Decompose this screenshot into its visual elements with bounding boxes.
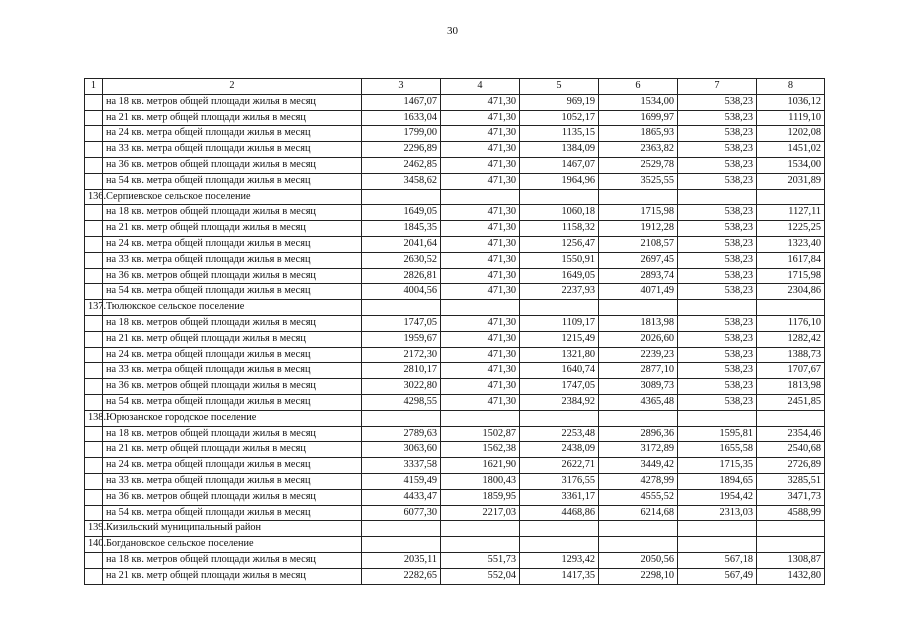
column-header: 8 xyxy=(757,79,825,95)
value-cell: 471,30 xyxy=(441,268,520,284)
row-label: на 18 кв. метров общей площади жилья в месяц xyxy=(103,552,362,568)
row-label: на 54 кв. метра общей площади жилья в месяц xyxy=(103,394,362,410)
value-cell: 1282,42 xyxy=(757,331,825,347)
value-cell: 4365,48 xyxy=(599,394,678,410)
row-index xyxy=(85,473,103,489)
row-label: на 33 кв. метра общей площади жилья в месяц xyxy=(103,142,362,158)
value-cell: 2789,63 xyxy=(362,426,441,442)
row-index xyxy=(85,142,103,158)
value-cell: 1655,58 xyxy=(678,442,757,458)
value-cell: 1800,43 xyxy=(441,473,520,489)
section-row xyxy=(85,410,825,426)
value-cell: 3172,89 xyxy=(599,442,678,458)
section-row xyxy=(85,300,825,316)
value-cell xyxy=(362,410,441,426)
value-cell: 471,30 xyxy=(441,252,520,268)
row-label: на 54 кв. метра общей площади жилья в месяц xyxy=(103,173,362,189)
value-cell: 2313,03 xyxy=(678,505,757,521)
value-cell xyxy=(599,189,678,205)
value-cell: 2451,85 xyxy=(757,394,825,410)
value-cell xyxy=(678,300,757,316)
value-cell: 2810,17 xyxy=(362,363,441,379)
row-label: на 36 кв. метров общей площади жилья в месяц xyxy=(103,268,362,284)
value-cell: 538,23 xyxy=(678,157,757,173)
value-cell: 969,19 xyxy=(520,94,599,110)
row-index xyxy=(85,126,103,142)
value-cell: 2304,86 xyxy=(757,284,825,300)
value-cell: 2697,45 xyxy=(599,252,678,268)
value-cell: 2237,93 xyxy=(520,284,599,300)
row-index xyxy=(85,489,103,505)
value-cell: 2035,11 xyxy=(362,552,441,568)
row-label: на 21 кв. метр общей площади жилья в месяц xyxy=(103,568,362,584)
value-cell: 538,23 xyxy=(678,94,757,110)
value-cell: 1534,00 xyxy=(757,157,825,173)
row-index xyxy=(85,379,103,395)
value-cell: 538,23 xyxy=(678,379,757,395)
value-cell: 2296,89 xyxy=(362,142,441,158)
row-index: 138. xyxy=(85,410,103,426)
value-cell: 567,49 xyxy=(678,568,757,584)
value-cell: 1747,05 xyxy=(362,315,441,331)
value-cell: 552,04 xyxy=(441,568,520,584)
table-row xyxy=(85,221,825,237)
table-row xyxy=(85,157,825,173)
value-cell: 1060,18 xyxy=(520,205,599,221)
row-index xyxy=(85,268,103,284)
value-cell: 1293,42 xyxy=(520,552,599,568)
value-cell: 2031,89 xyxy=(757,173,825,189)
value-cell xyxy=(441,300,520,316)
value-cell: 2108,57 xyxy=(599,236,678,252)
value-cell xyxy=(757,300,825,316)
row-label: на 18 кв. метров общей площади жилья в месяц xyxy=(103,426,362,442)
value-cell xyxy=(599,410,678,426)
value-cell: 1119,10 xyxy=(757,110,825,126)
value-cell: 538,23 xyxy=(678,394,757,410)
value-cell: 1959,67 xyxy=(362,331,441,347)
value-cell: 4555,52 xyxy=(599,489,678,505)
row-index xyxy=(85,394,103,410)
value-cell: 1633,04 xyxy=(362,110,441,126)
value-cell: 538,23 xyxy=(678,236,757,252)
value-cell: 1321,80 xyxy=(520,347,599,363)
value-cell: 1225,25 xyxy=(757,221,825,237)
value-cell: 1715,98 xyxy=(757,268,825,284)
row-index xyxy=(85,331,103,347)
row-index xyxy=(85,284,103,300)
value-cell: 3361,17 xyxy=(520,489,599,505)
value-cell: 3089,73 xyxy=(599,379,678,395)
column-header: 7 xyxy=(678,79,757,95)
table-row xyxy=(85,173,825,189)
value-cell: 471,30 xyxy=(441,221,520,237)
row-index xyxy=(85,252,103,268)
value-cell: 1649,05 xyxy=(520,268,599,284)
value-cell: 1964,96 xyxy=(520,173,599,189)
table-row xyxy=(85,142,825,158)
value-cell: 3063,60 xyxy=(362,442,441,458)
value-cell: 2462,85 xyxy=(362,157,441,173)
value-cell: 1562,38 xyxy=(441,442,520,458)
section-name: Кизильский муниципальный район xyxy=(103,521,362,537)
value-cell: 471,30 xyxy=(441,126,520,142)
value-cell: 3337,58 xyxy=(362,458,441,474)
table-row xyxy=(85,426,825,442)
row-label: на 36 кв. метров общей площади жилья в месяц xyxy=(103,157,362,173)
table-row xyxy=(85,284,825,300)
value-cell: 1715,35 xyxy=(678,458,757,474)
section-row xyxy=(85,537,825,553)
table-row xyxy=(85,347,825,363)
value-cell: 1127,11 xyxy=(757,205,825,221)
value-cell: 2172,30 xyxy=(362,347,441,363)
row-label: на 24 кв. метра общей площади жилья в месяц xyxy=(103,236,362,252)
value-cell: 4588,99 xyxy=(757,505,825,521)
value-cell: 1799,00 xyxy=(362,126,441,142)
row-index xyxy=(85,363,103,379)
row-label: на 18 кв. метров общей площади жилья в месяц xyxy=(103,94,362,110)
value-cell: 2282,65 xyxy=(362,568,441,584)
value-cell xyxy=(520,300,599,316)
row-label: на 24 кв. метра общей площади жилья в месяц xyxy=(103,458,362,474)
value-cell: 538,23 xyxy=(678,205,757,221)
row-index xyxy=(85,552,103,568)
value-cell: 1256,47 xyxy=(520,236,599,252)
value-cell: 3525,55 xyxy=(599,173,678,189)
value-cell: 4468,86 xyxy=(520,505,599,521)
row-label: на 21 кв. метр общей площади жилья в месяц xyxy=(103,442,362,458)
value-cell: 471,30 xyxy=(441,379,520,395)
value-cell: 2298,10 xyxy=(599,568,678,584)
value-cell xyxy=(441,537,520,553)
value-cell: 471,30 xyxy=(441,315,520,331)
value-cell xyxy=(678,521,757,537)
value-cell: 1617,84 xyxy=(757,252,825,268)
value-cell: 2354,46 xyxy=(757,426,825,442)
value-cell xyxy=(362,537,441,553)
value-cell: 1036,12 xyxy=(757,94,825,110)
row-index: 136. xyxy=(85,189,103,205)
value-cell: 1699,97 xyxy=(599,110,678,126)
value-cell xyxy=(599,300,678,316)
value-cell: 2041,64 xyxy=(362,236,441,252)
value-cell: 538,23 xyxy=(678,126,757,142)
row-index xyxy=(85,426,103,442)
value-cell xyxy=(362,300,441,316)
section-name: Серпиевское сельское поселение xyxy=(103,189,362,205)
value-cell: 538,23 xyxy=(678,284,757,300)
value-cell: 471,30 xyxy=(441,94,520,110)
value-cell xyxy=(757,189,825,205)
value-cell: 3458,62 xyxy=(362,173,441,189)
value-cell: 1384,09 xyxy=(520,142,599,158)
row-index xyxy=(85,221,103,237)
value-cell: 2529,78 xyxy=(599,157,678,173)
value-cell: 538,23 xyxy=(678,331,757,347)
value-cell: 2622,71 xyxy=(520,458,599,474)
table-row xyxy=(85,363,825,379)
row-index xyxy=(85,205,103,221)
table-row xyxy=(85,205,825,221)
value-cell: 3471,73 xyxy=(757,489,825,505)
value-cell: 538,23 xyxy=(678,252,757,268)
table-row xyxy=(85,110,825,126)
row-index xyxy=(85,157,103,173)
value-cell: 2253,48 xyxy=(520,426,599,442)
value-cell: 538,23 xyxy=(678,347,757,363)
table-row xyxy=(85,489,825,505)
column-header: 5 xyxy=(520,79,599,95)
value-cell: 2630,52 xyxy=(362,252,441,268)
value-cell: 1323,40 xyxy=(757,236,825,252)
value-cell: 1894,65 xyxy=(678,473,757,489)
row-label: на 18 кв. метров общей площади жилья в месяц xyxy=(103,205,362,221)
value-cell: 3449,42 xyxy=(599,458,678,474)
value-cell: 2217,03 xyxy=(441,505,520,521)
column-header: 1 xyxy=(85,79,103,95)
row-label: на 21 кв. метр общей площади жилья в месяц xyxy=(103,110,362,126)
row-label: на 54 кв. метра общей площади жилья в месяц xyxy=(103,284,362,300)
table-row xyxy=(85,505,825,521)
value-cell xyxy=(678,537,757,553)
table-row xyxy=(85,331,825,347)
value-cell: 1052,17 xyxy=(520,110,599,126)
value-cell: 471,30 xyxy=(441,157,520,173)
table-row xyxy=(85,442,825,458)
value-cell: 2540,68 xyxy=(757,442,825,458)
value-cell: 538,23 xyxy=(678,221,757,237)
row-index xyxy=(85,94,103,110)
value-cell: 4433,47 xyxy=(362,489,441,505)
row-label: на 21 кв. метр общей площади жилья в месяц xyxy=(103,221,362,237)
value-cell xyxy=(441,410,520,426)
column-header: 3 xyxy=(362,79,441,95)
table-row xyxy=(85,473,825,489)
column-header: 4 xyxy=(441,79,520,95)
value-cell: 1502,87 xyxy=(441,426,520,442)
row-index xyxy=(85,236,103,252)
value-cell: 471,30 xyxy=(441,110,520,126)
value-cell: 2026,60 xyxy=(599,331,678,347)
value-cell: 2726,89 xyxy=(757,458,825,474)
value-cell: 2384,92 xyxy=(520,394,599,410)
table-row xyxy=(85,552,825,568)
value-cell: 1109,17 xyxy=(520,315,599,331)
value-cell: 2893,74 xyxy=(599,268,678,284)
value-cell xyxy=(678,189,757,205)
section-name: Богдановское сельское поселение xyxy=(103,537,362,553)
row-index: 137. xyxy=(85,300,103,316)
value-cell: 1388,73 xyxy=(757,347,825,363)
value-cell xyxy=(520,537,599,553)
value-cell: 1202,08 xyxy=(757,126,825,142)
table-row xyxy=(85,379,825,395)
value-cell: 471,30 xyxy=(441,236,520,252)
value-cell: 538,23 xyxy=(678,173,757,189)
value-cell xyxy=(362,521,441,537)
value-cell: 1215,49 xyxy=(520,331,599,347)
table-row xyxy=(85,94,825,110)
value-cell xyxy=(678,410,757,426)
row-label: на 54 кв. метра общей площади жилья в месяц xyxy=(103,505,362,521)
row-index xyxy=(85,458,103,474)
row-label: на 24 кв. метра общей площади жилья в месяц xyxy=(103,126,362,142)
value-cell: 471,30 xyxy=(441,331,520,347)
value-cell: 538,23 xyxy=(678,268,757,284)
table-row xyxy=(85,236,825,252)
table-header-row xyxy=(85,79,825,95)
row-label: на 33 кв. метра общей площади жилья в месяц xyxy=(103,473,362,489)
row-index xyxy=(85,442,103,458)
value-cell xyxy=(520,521,599,537)
value-cell xyxy=(599,521,678,537)
value-cell xyxy=(441,189,520,205)
tariff-table xyxy=(84,78,825,585)
value-cell xyxy=(362,189,441,205)
value-cell: 1649,05 xyxy=(362,205,441,221)
value-cell xyxy=(520,189,599,205)
row-index xyxy=(85,505,103,521)
value-cell: 4278,99 xyxy=(599,473,678,489)
value-cell: 1467,07 xyxy=(520,157,599,173)
value-cell: 1912,28 xyxy=(599,221,678,237)
value-cell xyxy=(757,537,825,553)
row-index xyxy=(85,110,103,126)
row-index xyxy=(85,347,103,363)
value-cell: 471,30 xyxy=(441,173,520,189)
value-cell: 3176,55 xyxy=(520,473,599,489)
value-cell xyxy=(757,410,825,426)
table-row xyxy=(85,252,825,268)
value-cell: 1595,81 xyxy=(678,426,757,442)
value-cell: 1845,35 xyxy=(362,221,441,237)
table-row xyxy=(85,394,825,410)
row-label: на 36 кв. метров общей площади жилья в месяц xyxy=(103,379,362,395)
value-cell: 3022,80 xyxy=(362,379,441,395)
page-number: 30 xyxy=(447,25,458,37)
value-cell: 2826,81 xyxy=(362,268,441,284)
value-cell: 1747,05 xyxy=(520,379,599,395)
table-row xyxy=(85,315,825,331)
value-cell: 1621,90 xyxy=(441,458,520,474)
value-cell: 471,30 xyxy=(441,284,520,300)
value-cell: 1158,32 xyxy=(520,221,599,237)
value-cell: 538,23 xyxy=(678,315,757,331)
value-cell: 4159,49 xyxy=(362,473,441,489)
value-cell: 538,23 xyxy=(678,142,757,158)
value-cell: 1954,42 xyxy=(678,489,757,505)
section-row xyxy=(85,189,825,205)
value-cell xyxy=(757,521,825,537)
row-index xyxy=(85,568,103,584)
value-cell: 4071,49 xyxy=(599,284,678,300)
value-cell: 4298,55 xyxy=(362,394,441,410)
value-cell: 1176,10 xyxy=(757,315,825,331)
value-cell: 6077,30 xyxy=(362,505,441,521)
value-cell: 567,18 xyxy=(678,552,757,568)
value-cell: 1865,93 xyxy=(599,126,678,142)
value-cell: 538,23 xyxy=(678,110,757,126)
row-index xyxy=(85,315,103,331)
value-cell: 1707,67 xyxy=(757,363,825,379)
value-cell: 4004,56 xyxy=(362,284,441,300)
value-cell: 1534,00 xyxy=(599,94,678,110)
row-index xyxy=(85,173,103,189)
value-cell: 471,30 xyxy=(441,142,520,158)
value-cell: 1859,95 xyxy=(441,489,520,505)
value-cell: 538,23 xyxy=(678,363,757,379)
value-cell xyxy=(441,521,520,537)
section-name: Юрюзанское городское поселение xyxy=(103,410,362,426)
value-cell: 1467,07 xyxy=(362,94,441,110)
value-cell: 2896,36 xyxy=(599,426,678,442)
value-cell: 1813,98 xyxy=(599,315,678,331)
value-cell xyxy=(520,410,599,426)
value-cell: 6214,68 xyxy=(599,505,678,521)
value-cell: 1432,80 xyxy=(757,568,825,584)
row-label: на 24 кв. метра общей площади жилья в месяц xyxy=(103,347,362,363)
section-name: Тюлюкское сельское поселение xyxy=(103,300,362,316)
value-cell: 1715,98 xyxy=(599,205,678,221)
value-cell: 551,73 xyxy=(441,552,520,568)
row-label: на 18 кв. метров общей площади жилья в месяц xyxy=(103,315,362,331)
table-row xyxy=(85,568,825,584)
value-cell: 2239,23 xyxy=(599,347,678,363)
row-label: на 33 кв. метра общей площади жилья в месяц xyxy=(103,363,362,379)
value-cell xyxy=(599,537,678,553)
row-label: на 21 кв. метр общей площади жилья в месяц xyxy=(103,331,362,347)
value-cell: 1135,15 xyxy=(520,126,599,142)
value-cell: 3285,51 xyxy=(757,473,825,489)
value-cell: 2363,82 xyxy=(599,142,678,158)
row-label: на 33 кв. метра общей площади жилья в месяц xyxy=(103,252,362,268)
column-header: 6 xyxy=(599,79,678,95)
section-row xyxy=(85,521,825,537)
column-header: 2 xyxy=(103,79,362,95)
value-cell: 1813,98 xyxy=(757,379,825,395)
row-index: 139. xyxy=(85,521,103,537)
table-row xyxy=(85,268,825,284)
row-label: на 36 кв. метров общей площади жилья в месяц xyxy=(103,489,362,505)
table-row xyxy=(85,458,825,474)
value-cell: 1550,91 xyxy=(520,252,599,268)
value-cell: 2050,56 xyxy=(599,552,678,568)
value-cell: 1640,74 xyxy=(520,363,599,379)
value-cell: 1308,87 xyxy=(757,552,825,568)
value-cell: 1451,02 xyxy=(757,142,825,158)
value-cell: 2438,09 xyxy=(520,442,599,458)
table-row xyxy=(85,126,825,142)
value-cell: 2877,10 xyxy=(599,363,678,379)
row-index: 140. xyxy=(85,537,103,553)
value-cell: 471,30 xyxy=(441,347,520,363)
value-cell: 1417,35 xyxy=(520,568,599,584)
value-cell: 471,30 xyxy=(441,205,520,221)
value-cell: 471,30 xyxy=(441,363,520,379)
value-cell: 471,30 xyxy=(441,394,520,410)
